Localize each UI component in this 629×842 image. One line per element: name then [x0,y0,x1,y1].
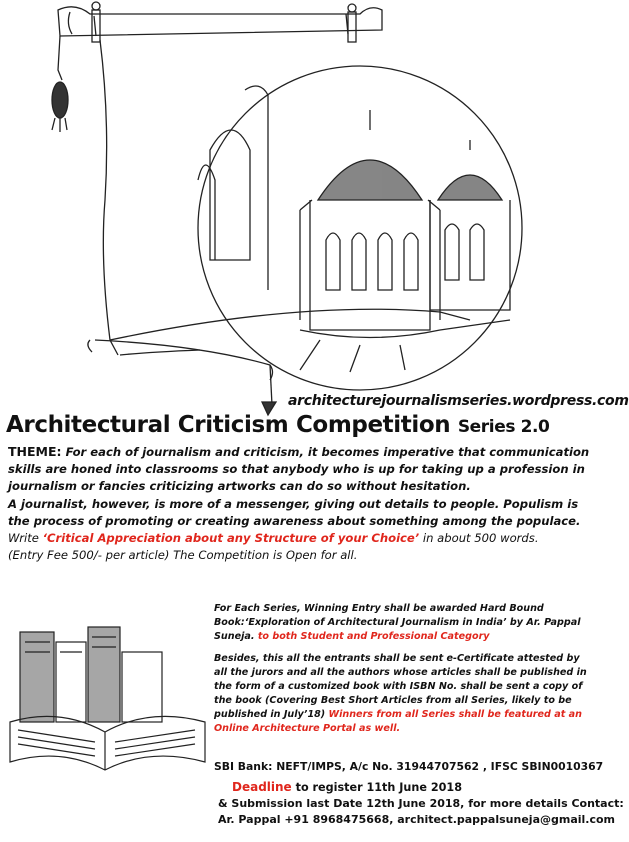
write-highlight: ‘Critical Appreciation about any Structure of your Choice’ [42,531,420,546]
description [8,443,592,564]
award-paragraph [214,602,590,644]
details-column [214,602,590,744]
books-illustration [0,622,214,772]
deadline-text: to register 11th June 2018 [295,781,462,794]
title-main: Architectural Criticism Competition [6,412,451,438]
bank-details [214,760,603,773]
write-instruction: Write ‘Critical Appreciation about any Structure of your Choice’ in about 500 words. [8,531,539,546]
entry-fee: (Entry Fee 500/- per article) The Competition is Open for all. [8,548,358,563]
deadline-line [232,780,462,794]
submission-line: & Submission last Date 12th June 2018, for more details Contact: [218,797,624,810]
theme-label: THEME: [8,444,62,459]
award-text: For Each Series, Winning Entry shall be awarded Hard Bound Book:‘Exploration of Architectural Journalism in India’ by Ar. Pappal Suneja. [214,603,581,642]
deadline-label: Deadline [232,780,292,794]
certificate-text: Besides, this all the entrants shall be sent e-Certificate attested by all the jurors and all the authors whose articles shall be published in the form of a customized book with ISBN No. shall be sent a copy of the book (Covering Best Short Articles from all Series, likely to be published in July’18) [214,653,587,720]
award-highlight: to both Student and Professional Category [257,631,490,642]
website-url[interactable]: architecturejournalismseries.wordpress.com [288,393,629,409]
title-series: Series 2.0 [457,417,550,437]
bank-text: SBI Bank: NEFT/IMPS, A/c No. 31944707562 , IFSC [214,760,518,773]
page-title [6,412,549,438]
bank-ifsc: SBIN0010367 [521,760,604,773]
theme-text: For each of journalism and criticism, it becomes imperative that communication skills are honed into classrooms so that anybody who is up for taking up a profession in journalism or fancies criticizing artworks can do so without hesitation. [8,445,590,494]
theme-paragraph-2: A journalist, however, is more of a messenger, giving out details to people. Populism is the process of promoting or creating awareness about something among the populace. [8,496,581,528]
scroll-illustration [0,0,595,420]
certificate-paragraph [214,652,590,736]
theme-paragraph [8,443,592,496]
certificate-highlight: Winners from all Series shall be featured at an Online Architecture Portal as well. [214,709,582,734]
contact-line[interactable]: Ar. Pappal +91 8968475668, architect.pappalsuneja@gmail.com [218,813,616,826]
